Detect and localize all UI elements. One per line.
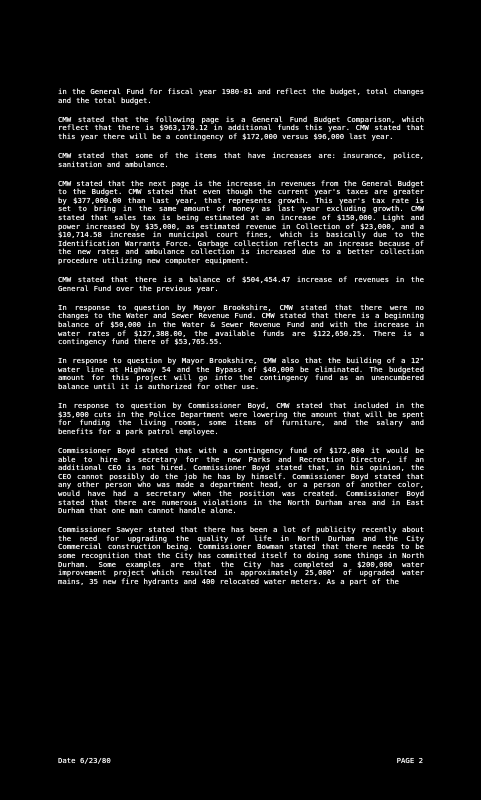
paragraph: CMW stated that the next page is the increase in revenues from the General Budget to the Budget. CMW stated that even though the current year's taxes are greater by $377,000.00 than last year, that represents growth. This year's tax rate is set to bring in the same amount of money as last year excluding growth. CMW stated that sales tax is being estimated at an increase of $150,000. Light and power increased by $35,000, as estimated revenue in Collection of $23,000, and a $10,714.58 increase in municipal court fines, which is basically due to the Identification Warrants Force. Garbage collection reflects an increase because of the new rates and ambulance collection is increased due to a better collection procedure utilizing new computer equipment. bbox=[58, 178, 424, 265]
paragraph: Commissioner Sawyer stated that there has been a lot of publicity recently about the need for upgrading the quality of life in North Durham and the City Commercial construction being. Commissioner Bowman stated that there needs to be some recognition that the City has committed itself to doing some things in North Durham. Some examples are that the City has completed a $200,000 water improvement project which resulted in approximately 25,000' of upgraded water mains, 35 new fire hydrants and 400 relocated water meters. As a part of the bbox=[58, 525, 424, 586]
paragraph: CMW stated that the following page is a General Fund Budget Comparison, which reflect that there is $963,170.12 in additional funds this year. CMW stated that this year there will be a contingency of $172,000 versus $96,000 last year. bbox=[58, 114, 424, 141]
footer-date: Date 6/23/80 bbox=[58, 756, 111, 765]
paragraph: in the General Fund for fiscal year 1980-81 and reflect the budget, total changes and the total budget. bbox=[58, 87, 424, 105]
paragraph: CMW stated that some of the items that have increases are: insurance, police, sanitation and ambulance. bbox=[58, 150, 424, 169]
page-number: PAGE 2 bbox=[396, 756, 423, 765]
paragraph: In response to question by Mayor Brookshire, CMW also that the building of a 12" water line at Highway 54 and the Bypass of $40,000 be eliminated. The budgeted amount for this project will go into the contingency fund as an unencumbered balance until it is authorized for other use. bbox=[58, 356, 424, 392]
paragraph: CMW stated that there is a balance of $504,454.47 increase of revenues in the General Fund over the previous year. bbox=[58, 275, 424, 293]
document-body bbox=[58, 88, 424, 597]
paragraph: In response to question by Commissioner Boyd, CMW stated that included in the $35,000 cuts in the Police Department were lowering the amount that will be spent for funding the living rooms, some items of furniture, and the salary and benefits for a park patrol employee. bbox=[58, 401, 424, 436]
paragraph: Commissioner Boyd stated that with a contingency fund of $172,000 it would be able to hire a secretary for the new Parks and Recreation Director, if an additional CEO is not hired. Commissioner Boyd stated that, in his opinion, the CEO cannot possibly do the job he has by himself. Commissioner Boyd stated that any other person who was made a department head, or a person of another color, would have had a secretary when the position was created. Commissioner Boyd stated that there are numerous violations in the North Durham area and in East Durham that one man cannot handle alone. bbox=[58, 446, 424, 516]
paragraph: In response to question by Mayor Brookshire, CMW stated that there were no changes to the Water and Sewer Revenue Fund. CMW stated that there is a beginning balance of $50,000 in the Water & Sewer Revenue Fund and with the increase in water rates of $127,388.00, the available funds are $122,650.25. There is a contingency fund there of $53,765.55. bbox=[58, 302, 424, 347]
